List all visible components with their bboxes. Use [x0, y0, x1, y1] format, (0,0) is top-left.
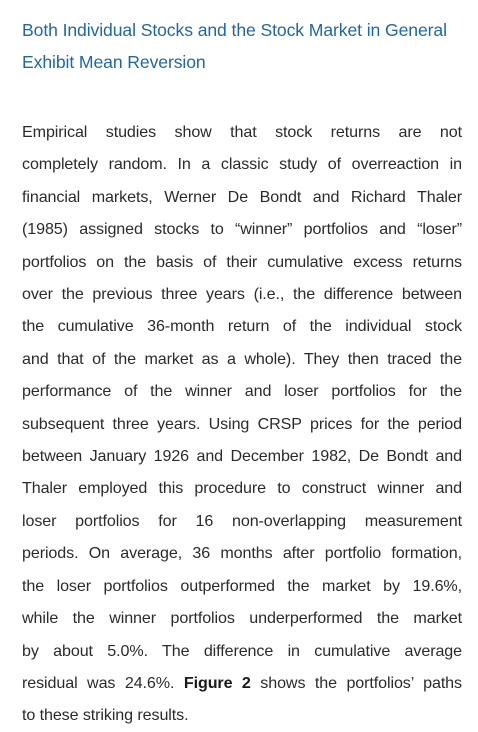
- paragraph-line: (1985) assigned stocks to “winner” portfolios and “loser”: [22, 220, 462, 239]
- section-heading-line-1: Both Individual Stocks and the Stock Market in General: [22, 20, 447, 40]
- paragraph-line: portfolios on the basis of their cumulative excess returns: [22, 252, 462, 271]
- section-heading: [22, 14, 462, 78]
- paragraph-text-segment: shows the portfolios’ paths: [250, 673, 462, 692]
- paragraph-line: and that of the market as a whole). They then traced the: [22, 349, 462, 368]
- paragraph-last-line: to these striking results.: [22, 706, 189, 725]
- paragraph-line: performance of the winner and loser portfolios for the: [22, 382, 462, 401]
- paragraph-line: Thaler employed this procedure to construct winner and: [22, 479, 462, 498]
- paragraph-line: the cumulative 36-month return of the individual stock: [22, 317, 462, 336]
- paragraph-line: while the winner portfolios underperformed the market: [22, 609, 462, 628]
- article-section: [22, 14, 462, 732]
- paragraph-line-with-figure-ref: [22, 667, 462, 699]
- paragraph-line: loser portfolios for 16 non-overlapping measurement: [22, 511, 462, 530]
- section-heading-line-2: Exhibit Mean Reversion: [22, 52, 206, 72]
- body-paragraph: [22, 116, 462, 732]
- paragraph-line: by about 5.0%. The difference in cumulative average: [22, 641, 462, 660]
- paragraph-line: subsequent three years. Using CRSP prices for the period: [22, 414, 462, 433]
- paragraph-line: financial markets, Werner De Bondt and Richard Thaler: [22, 187, 462, 206]
- paragraph-line: over the previous three years (i.e., the difference between: [22, 285, 462, 304]
- paragraph-line: periods. On average, 36 months after portfolio formation,: [22, 544, 462, 563]
- paragraph-line: completely random. In a classic study of overreaction in: [22, 155, 462, 174]
- paragraph-line: Empirical studies show that stock returns are not: [22, 123, 462, 141]
- paragraph-text-segment: residual was 24.6%.: [22, 673, 184, 692]
- figure-2-reference[interactable]: Figure 2: [183, 673, 251, 692]
- paragraph-line: the loser portfolios outperformed the market by 19.6%,: [22, 576, 462, 595]
- paragraph-line: between January 1926 and December 1982, De Bondt and: [22, 447, 462, 466]
